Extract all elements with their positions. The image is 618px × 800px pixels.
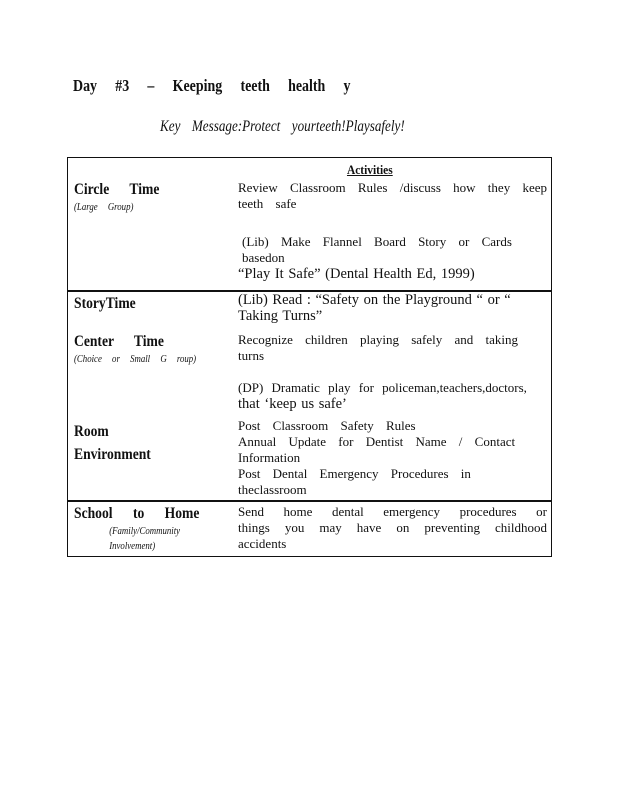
school-to-home-label: School to Home [74, 505, 200, 522]
category-cell [68, 291, 233, 324]
center-time-label: Center Time [74, 333, 164, 350]
circle-time-activity-1: Review Classroom Rules /discuss how they keep teeth safe [238, 180, 547, 211]
page-title: Day #3 – Keeping teeth health y [73, 76, 351, 95]
center-time-sublabel: (Choice or Small G roup) [74, 353, 197, 365]
category-cell [68, 158, 233, 292]
circle-time-activity-2-line2: “Play It Safe” (Dental Health Ed, 1999) [238, 266, 475, 282]
category-cell [68, 501, 233, 557]
circle-time-sublabel: (Large Group) [74, 201, 134, 213]
category-cell [68, 324, 233, 412]
center-time-activity-1: Recognize children playing safely and taking turns [238, 332, 519, 363]
activity-cell [232, 501, 552, 557]
center-time-activity-2-line2: that ‘keep us safe’ [238, 396, 347, 412]
activity-cell [232, 291, 552, 324]
room-environment-activity-3: Post Dental Emergency Procedures in theclassroom [238, 466, 471, 497]
activity-cell [232, 158, 552, 292]
table-row-story-time [68, 291, 552, 324]
table-row-school-to-home [68, 501, 552, 557]
activities-header: Activities [346, 162, 393, 177]
story-time-label: StoryTime [74, 295, 136, 312]
school-to-home-sublabel-line1: (Family/Community [109, 525, 181, 537]
table-row-circle-time [68, 158, 552, 292]
activity-cell [232, 324, 552, 412]
story-time-activity: (Lib) Read : “Safety on the Playground “ or “ Taking Turns” [238, 292, 511, 324]
table-row-room-environment [68, 412, 552, 501]
room-environment-label-line2: Environment [74, 446, 151, 463]
center-time-activity-2-line1: (DP) Dramatic play for policeman,teachers,doctors, [238, 380, 527, 395]
table-row-center-time [68, 324, 552, 412]
room-environment-activity-2-line2: Information [238, 450, 301, 465]
room-environment-activity-1: Post Classroom Safety Rules [238, 418, 416, 433]
category-cell [68, 412, 233, 501]
school-to-home-activity: Send home dental emergency procedures or things you may have on preventing childhood accidents [238, 504, 547, 551]
activities-table [67, 157, 552, 557]
school-to-home-sublabel-line2: Involvement) [109, 540, 156, 552]
circle-time-label: Circle Time [74, 181, 160, 198]
room-environment-label-line1: Room [74, 423, 109, 440]
circle-time-activity-2-line1: (Lib) Make Flannel Board Story or Cards basedon [242, 234, 512, 265]
key-message: Key Message:Protect yourteeth!Playsafely! [160, 118, 405, 135]
room-environment-activity-2-line1: Annual Update for Dentist Name / Contact [238, 434, 516, 449]
activity-cell [232, 412, 552, 501]
